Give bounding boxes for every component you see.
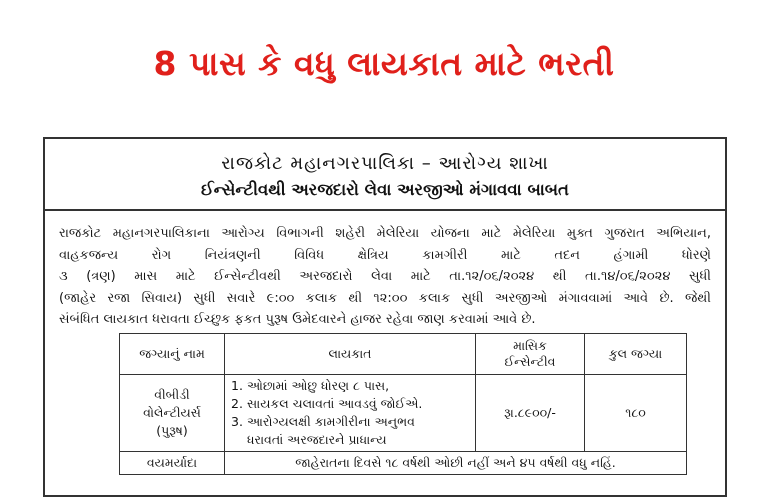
header-incentive-line: ઈન્સેન્ટીવ	[504, 354, 556, 369]
qualification-cell	[225, 375, 476, 452]
qualification-list	[231, 377, 469, 449]
list-item	[231, 377, 469, 395]
paragraph-line: ૩ (ત્રણ) માસ માટે ઈન્સેન્ટીવથી અરજદારો લેવા માટે તા.૧૨/૦૬/૨૦૨૪ થી તા.૧૪/૦૬/૨૦૨૪ સુધી	[59, 269, 711, 284]
list-text: આરોગ્યલક્ષી કામગીરીના અનુભવ	[247, 414, 415, 429]
post-name-line: વોલેન્ટીયર્સ	[143, 405, 201, 420]
paragraph-line: (જાહેર રજા સિવાય) સુધી સવારે ૯:૦૦ કલાક થી ૧૨:૦૦ કલાક સુધી અરજીઓ મંગાવવામાં આવે છે. જેથી	[59, 290, 711, 306]
list-item-continued: ધરાવતાં અરજદારને પ્રાધાન્ય	[247, 432, 387, 447]
age-limit-row	[120, 452, 687, 475]
post-name-cell	[120, 375, 225, 452]
notice-paragraph	[59, 223, 711, 331]
table-row	[120, 375, 687, 452]
list-item	[231, 395, 469, 413]
list-number: 1.	[231, 378, 243, 393]
notice-document	[43, 137, 727, 497]
divider	[45, 209, 725, 211]
organization-title: રાજકોટ મહાનગરપાલિકા – આરોગ્ય શાખા	[221, 153, 549, 174]
post-name-line: વીબીડી	[154, 387, 190, 402]
incentive-cell: રૂા.૮૯૦૦/-	[476, 375, 585, 452]
headline: 8 પાસ કે વધુ લાયકાત માટે ભરતી	[153, 44, 615, 83]
list-text: સાયકલ ચલાવતાં આવડવું જોઈએ.	[247, 396, 423, 411]
notice-subject: ઈન્સેન્ટીવથી અરજદારો લેવા અરજીઓ મંગાવવા બાબત	[201, 180, 569, 199]
list-item	[231, 413, 469, 431]
paragraph-line: વાહકજન્ય રોગ નિયંત્રણની વિવિધ ક્ષેત્રિય કામગીરી માટે તદન હંગામી ધોરણે	[59, 247, 711, 263]
header-incentive	[476, 334, 585, 375]
list-text: ઓછામાં ઓછુ ધોરણ ૮ પાસ,	[247, 378, 390, 393]
header-post: જગ્યાનું નામ	[120, 334, 225, 375]
header-qualification: લાયકાત	[225, 334, 476, 375]
age-limit-text: જાહેરાતના દિવસે ૧૮ વર્ષથી ઓછી નહીં અને ૪૫ વર્ષથી વધુ નહિં.	[225, 452, 687, 475]
posts-table	[119, 333, 687, 475]
paragraph-line: રાજકોટ મહાનગરપાલિકાના આરોગ્ય વિભાગની શહેરી મેલેરિયા યોજના માટે મેલેરિયા મુક્ત ગુજરાત અભિયાન,	[59, 226, 711, 241]
post-name-line: (પુરૂષ)	[156, 423, 188, 438]
header-incentive-line: માસિક	[513, 338, 547, 353]
table-header-row	[120, 334, 687, 375]
header-total: કુલ જગ્યા	[585, 334, 687, 375]
age-limit-label: વયમર્યાદા	[120, 452, 225, 475]
list-number: 2.	[231, 396, 243, 411]
list-number: 3.	[231, 414, 243, 429]
total-posts-cell: ૧૮૦	[585, 375, 687, 452]
paragraph-line: સંબંધિત લાયકાત ધરાવતા ઈચ્છુક ફકત પુરૂષ ઉમેદવારને હાજર રહેવા જાણ કરવામાં આવે છે.	[59, 312, 536, 327]
